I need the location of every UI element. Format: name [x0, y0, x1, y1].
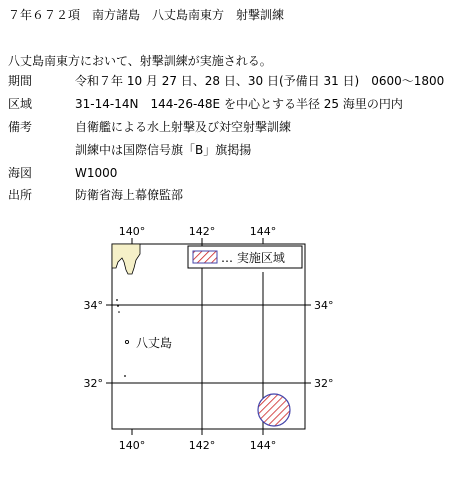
lon-label-top-144: 144°	[249, 225, 277, 238]
lat-label-right-34: 34°	[314, 299, 334, 312]
field-value-area: 31-14-14N 144-26-48E を中心とする半径 25 海里の円内	[75, 97, 403, 111]
field-label-chart: 海図	[8, 166, 33, 180]
field-value-remarks-1: 自衛艦による水上射撃及び対空射撃訓練	[75, 120, 292, 134]
field-label-source: 出所	[8, 188, 33, 202]
field-value-remarks-2: 訓練中は国際信号旗「B」旗掲揚	[75, 143, 252, 157]
lon-label-bottom-144: 144°	[249, 439, 277, 452]
field-value-period: 令和７年 10 月 27 日、28 日、30 日(予備日 31 日) 0600～1800	[75, 74, 445, 88]
lon-label-bottom-140: 140°	[118, 439, 146, 452]
hachijojima-label: 八丈島	[136, 336, 173, 350]
field-label-area: 区域	[8, 97, 33, 111]
lat-label-left-32: 32°	[83, 377, 103, 390]
lon-label-top-142: 142°	[188, 225, 216, 238]
notice-intro: 八丈島南東方において、射撃訓練が実施される。	[8, 54, 272, 68]
hachijojima-island	[125, 340, 128, 343]
legend-label: … 実施区域	[221, 251, 285, 265]
legend-swatch	[193, 251, 217, 263]
lon-label-top-140: 140°	[118, 225, 146, 238]
exercise-area-circle	[258, 394, 290, 426]
notice-heading: ７年６７２項 南方諸島 八丈島南東方 射撃訓練	[8, 8, 285, 22]
lon-label-bottom-142: 142°	[188, 439, 216, 452]
island-chain	[116, 299, 126, 377]
lat-label-left-34: 34°	[83, 299, 103, 312]
field-value-source: 防衛省海上幕僚監部	[75, 188, 184, 202]
field-label-remarks: 備考	[8, 120, 33, 134]
field-label-period: 期間	[8, 74, 33, 88]
lat-label-right-32: 32°	[314, 377, 334, 390]
mainland-coast	[112, 244, 140, 274]
field-value-chart: W1000	[75, 166, 118, 180]
